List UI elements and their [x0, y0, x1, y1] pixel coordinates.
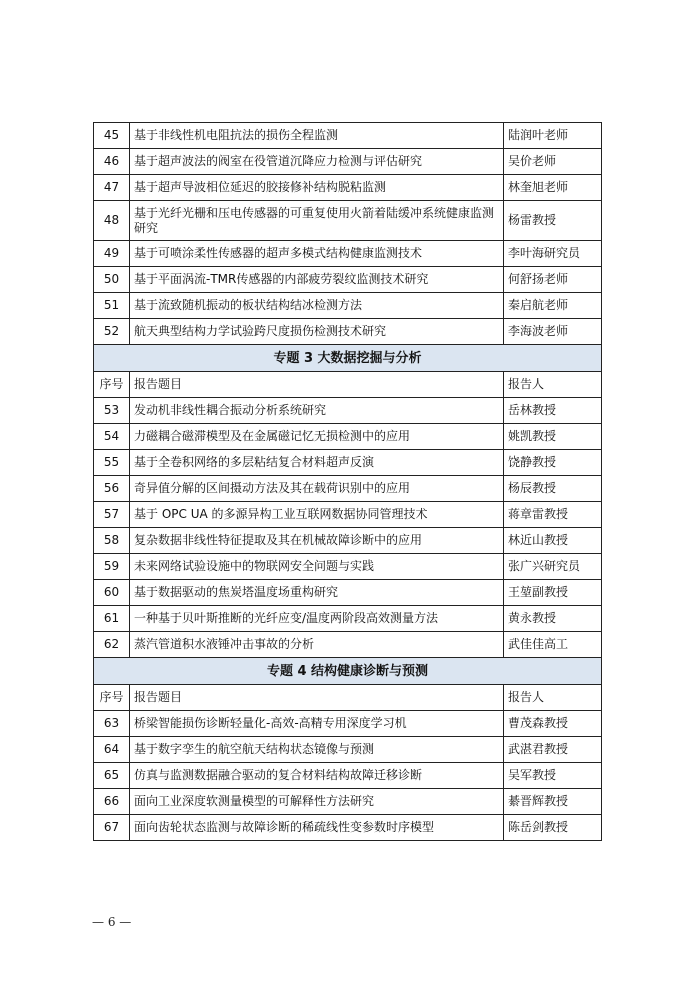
table-row: [94, 175, 602, 201]
reporter-name: 黄永教授: [504, 606, 602, 632]
report-title: 发动机非线性耦合振动分析系统研究: [130, 398, 504, 424]
reporter-name: 林近山教授: [504, 528, 602, 554]
report-title: 基于超声波法的阀室在役管道沉降应力检测与评估研究: [130, 149, 504, 175]
schedule-body: [94, 123, 602, 841]
report-title: 一种基于贝叶斯推断的光纤应变/温度两阶段高效测量方法: [130, 606, 504, 632]
row-number: 58: [94, 528, 130, 554]
reporter-name: 吴价老师: [504, 149, 602, 175]
reporter-name: 陆润叶老师: [504, 123, 602, 149]
reporter-name: 饶静教授: [504, 450, 602, 476]
report-title: 复杂数据非线性特征提取及其在机械故障诊断中的应用: [130, 528, 504, 554]
section-heading: 专题 3 大数据挖掘与分析: [94, 345, 602, 372]
header-title: 报告题目: [130, 685, 504, 711]
table-row: [94, 123, 602, 149]
table-row: [94, 476, 602, 502]
table-row: [94, 737, 602, 763]
report-title: 桥梁智能损伤诊断轻量化-高效-高精专用深度学习机: [130, 711, 504, 737]
row-number: 57: [94, 502, 130, 528]
reporter-name: 杨辰教授: [504, 476, 602, 502]
table-row: [94, 789, 602, 815]
reporter-name: 王堃副教授: [504, 580, 602, 606]
reporter-name: 武佳佳高工: [504, 632, 602, 658]
table-row: [94, 149, 602, 175]
row-number: 66: [94, 789, 130, 815]
reporter-name: 曹茂森教授: [504, 711, 602, 737]
table-row: [94, 632, 602, 658]
column-header-row: [94, 685, 602, 711]
row-number: 52: [94, 319, 130, 345]
report-title: 基于光纤光栅和压电传感器的可重复使用火箭着陆缓冲系统健康监测研究: [130, 201, 504, 241]
report-title: 基于流致随机振动的板状结构结冰检测方法: [130, 293, 504, 319]
reporter-name: 林奎旭老师: [504, 175, 602, 201]
table-row: [94, 554, 602, 580]
header-reporter: 报告人: [504, 685, 602, 711]
row-number: 59: [94, 554, 130, 580]
row-number: 45: [94, 123, 130, 149]
reporter-name: 杨雷教授: [504, 201, 602, 241]
header-number: 序号: [94, 372, 130, 398]
row-number: 55: [94, 450, 130, 476]
row-number: 65: [94, 763, 130, 789]
reporter-name: 武湛君教授: [504, 737, 602, 763]
table-row: [94, 528, 602, 554]
column-header-row: [94, 372, 602, 398]
row-number: 50: [94, 267, 130, 293]
table-row: [94, 711, 602, 737]
schedule-table: [93, 122, 602, 841]
section-heading: 专题 4 结构健康诊断与预测: [94, 658, 602, 685]
report-title: 基于数据驱动的焦炭塔温度场重构研究: [130, 580, 504, 606]
table-row: [94, 580, 602, 606]
report-title: 基于全卷积网络的多层粘结复合材料超声反演: [130, 450, 504, 476]
row-number: 51: [94, 293, 130, 319]
reporter-name: 岳林教授: [504, 398, 602, 424]
row-number: 47: [94, 175, 130, 201]
report-title: 基于超声导波相位延迟的胶接修补结构脱粘监测: [130, 175, 504, 201]
report-title: 基于可喷涂柔性传感器的超声多模式结构健康监测技术: [130, 241, 504, 267]
table-row: [94, 319, 602, 345]
header-reporter: 报告人: [504, 372, 602, 398]
reporter-name: 李叶海研究员: [504, 241, 602, 267]
row-number: 56: [94, 476, 130, 502]
reporter-name: 蒋章雷教授: [504, 502, 602, 528]
row-number: 63: [94, 711, 130, 737]
row-number: 53: [94, 398, 130, 424]
report-title: 奇异值分解的区间摄动方法及其在载荷识别中的应用: [130, 476, 504, 502]
report-title: 蒸汽管道积水液锤冲击事故的分析: [130, 632, 504, 658]
reporter-name: 张广兴研究员: [504, 554, 602, 580]
page-number: — 6 —: [92, 915, 132, 929]
table-row: [94, 424, 602, 450]
reporter-name: 陈岳剑教授: [504, 815, 602, 841]
reporter-name: 吴军教授: [504, 763, 602, 789]
report-title: 面向齿轮状态监测与故障诊断的稀疏线性变参数时序模型: [130, 815, 504, 841]
section-heading-row: [94, 345, 602, 372]
header-number: 序号: [94, 685, 130, 711]
table-row: [94, 450, 602, 476]
table-row: [94, 293, 602, 319]
row-number: 46: [94, 149, 130, 175]
report-title: 基于平面涡流-TMR传感器的内部疲劳裂纹监测技术研究: [130, 267, 504, 293]
report-title: 未来网络试验设施中的物联网安全问题与实践: [130, 554, 504, 580]
table-row: [94, 815, 602, 841]
row-number: 60: [94, 580, 130, 606]
report-title: 基于数字孪生的航空航天结构状态镜像与预测: [130, 737, 504, 763]
table-row: [94, 502, 602, 528]
reporter-name: 李海波老师: [504, 319, 602, 345]
table-row: [94, 398, 602, 424]
report-title: 力磁耦合磁滞模型及在金属磁记忆无损检测中的应用: [130, 424, 504, 450]
table-row: [94, 241, 602, 267]
row-number: 48: [94, 201, 130, 241]
header-title: 报告题目: [130, 372, 504, 398]
reporter-name: 姚凯教授: [504, 424, 602, 450]
row-number: 62: [94, 632, 130, 658]
report-title: 基于非线性机电阻抗法的损伤全程监测: [130, 123, 504, 149]
row-number: 67: [94, 815, 130, 841]
row-number: 61: [94, 606, 130, 632]
table-row: [94, 606, 602, 632]
row-number: 64: [94, 737, 130, 763]
section-heading-row: [94, 658, 602, 685]
reporter-name: 秦启航老师: [504, 293, 602, 319]
row-number: 49: [94, 241, 130, 267]
report-title: 仿真与监测数据融合驱动的复合材料结构故障迁移诊断: [130, 763, 504, 789]
reporter-name: 綦晋辉教授: [504, 789, 602, 815]
report-title: 面向工业深度软测量模型的可解释性方法研究: [130, 789, 504, 815]
report-title: 航天典型结构力学试验跨尺度损伤检测技术研究: [130, 319, 504, 345]
report-title: 基于 OPC UA 的多源异构工业互联网数据协同管理技术: [130, 502, 504, 528]
table-row: [94, 201, 602, 241]
table-row: [94, 267, 602, 293]
reporter-name: 何舒扬老师: [504, 267, 602, 293]
row-number: 54: [94, 424, 130, 450]
table-row: [94, 763, 602, 789]
